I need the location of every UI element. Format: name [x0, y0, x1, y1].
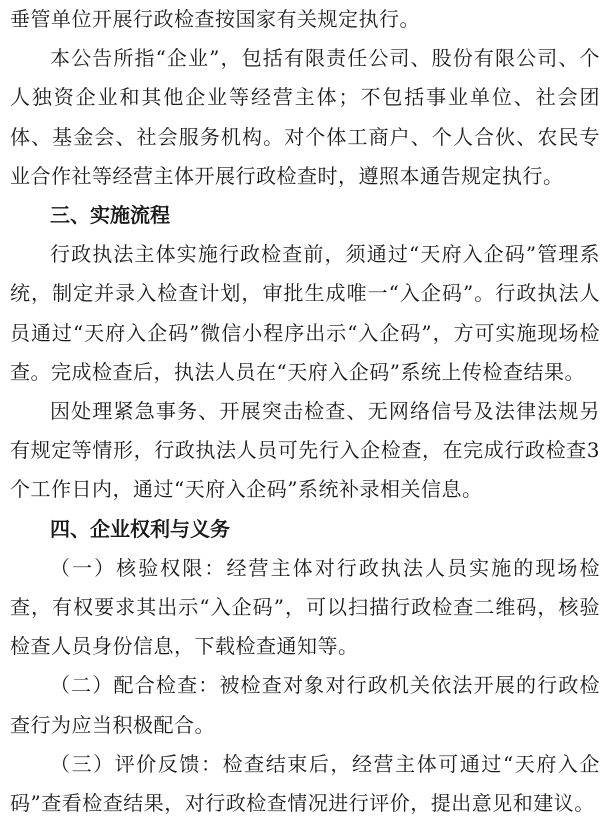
paragraph-emergency: 因处理紧急事务、开展突击检查、无网络信号及法律法规另有规定等情形，行政执法人员可先行入企检查，在完成行政检查3个工作日内，通过“天府入企码”系统补录相关信息。 [10, 399, 600, 502]
paragraph-enterprise-definition: 本公告所指“企业”，包括有限责任公司、股份有限公司、个人独资企业和其他企业等经营主体；不包括事业单位、社会团体、基金会、社会服务机构。对个体工商户、个人合伙、农民专业合作社等经营主体开展行政检查时，遵照本通告规定执行。 [10, 46, 600, 188]
paragraph-feedback: （三）评价反馈：检查结束后，经营主体可通过“天府入企码”查看检查结果，对行政检查情况进行评价，提出意见和建议。 [10, 751, 600, 816]
paragraph-procedure: 行政执法主体实施行政检查前，须通过“天府入企码”管理系统，制定并录入检查计划，审批生成唯一“入企码”。行政执法人员通过“天府入企码”微信小程序出示“入企码”，方可实施现场检查。完成检查后，执法人员在“天府入企码”系统上传检查结果。 [10, 242, 600, 384]
section-heading-implementation: 三、实施流程 [50, 203, 170, 228]
paragraph-continuation: 垂管单位开展行政检查按国家有关规定执行。 [10, 7, 420, 31]
section-heading-rights: 四、企业权利与义务 [50, 516, 230, 541]
paragraph-verify-rights: （一）核验权限：经营主体对行政执法人员实施的现场检查，有权要求其出示“入企码”，可以扫描行政检查二维码，核验检查人员身份信息，下载检查通知等。 [10, 555, 600, 659]
paragraph-cooperate: （二）配合检查：被检查对象对行政机关依法开展的行政检查行为应当积极配合。 [10, 673, 600, 737]
